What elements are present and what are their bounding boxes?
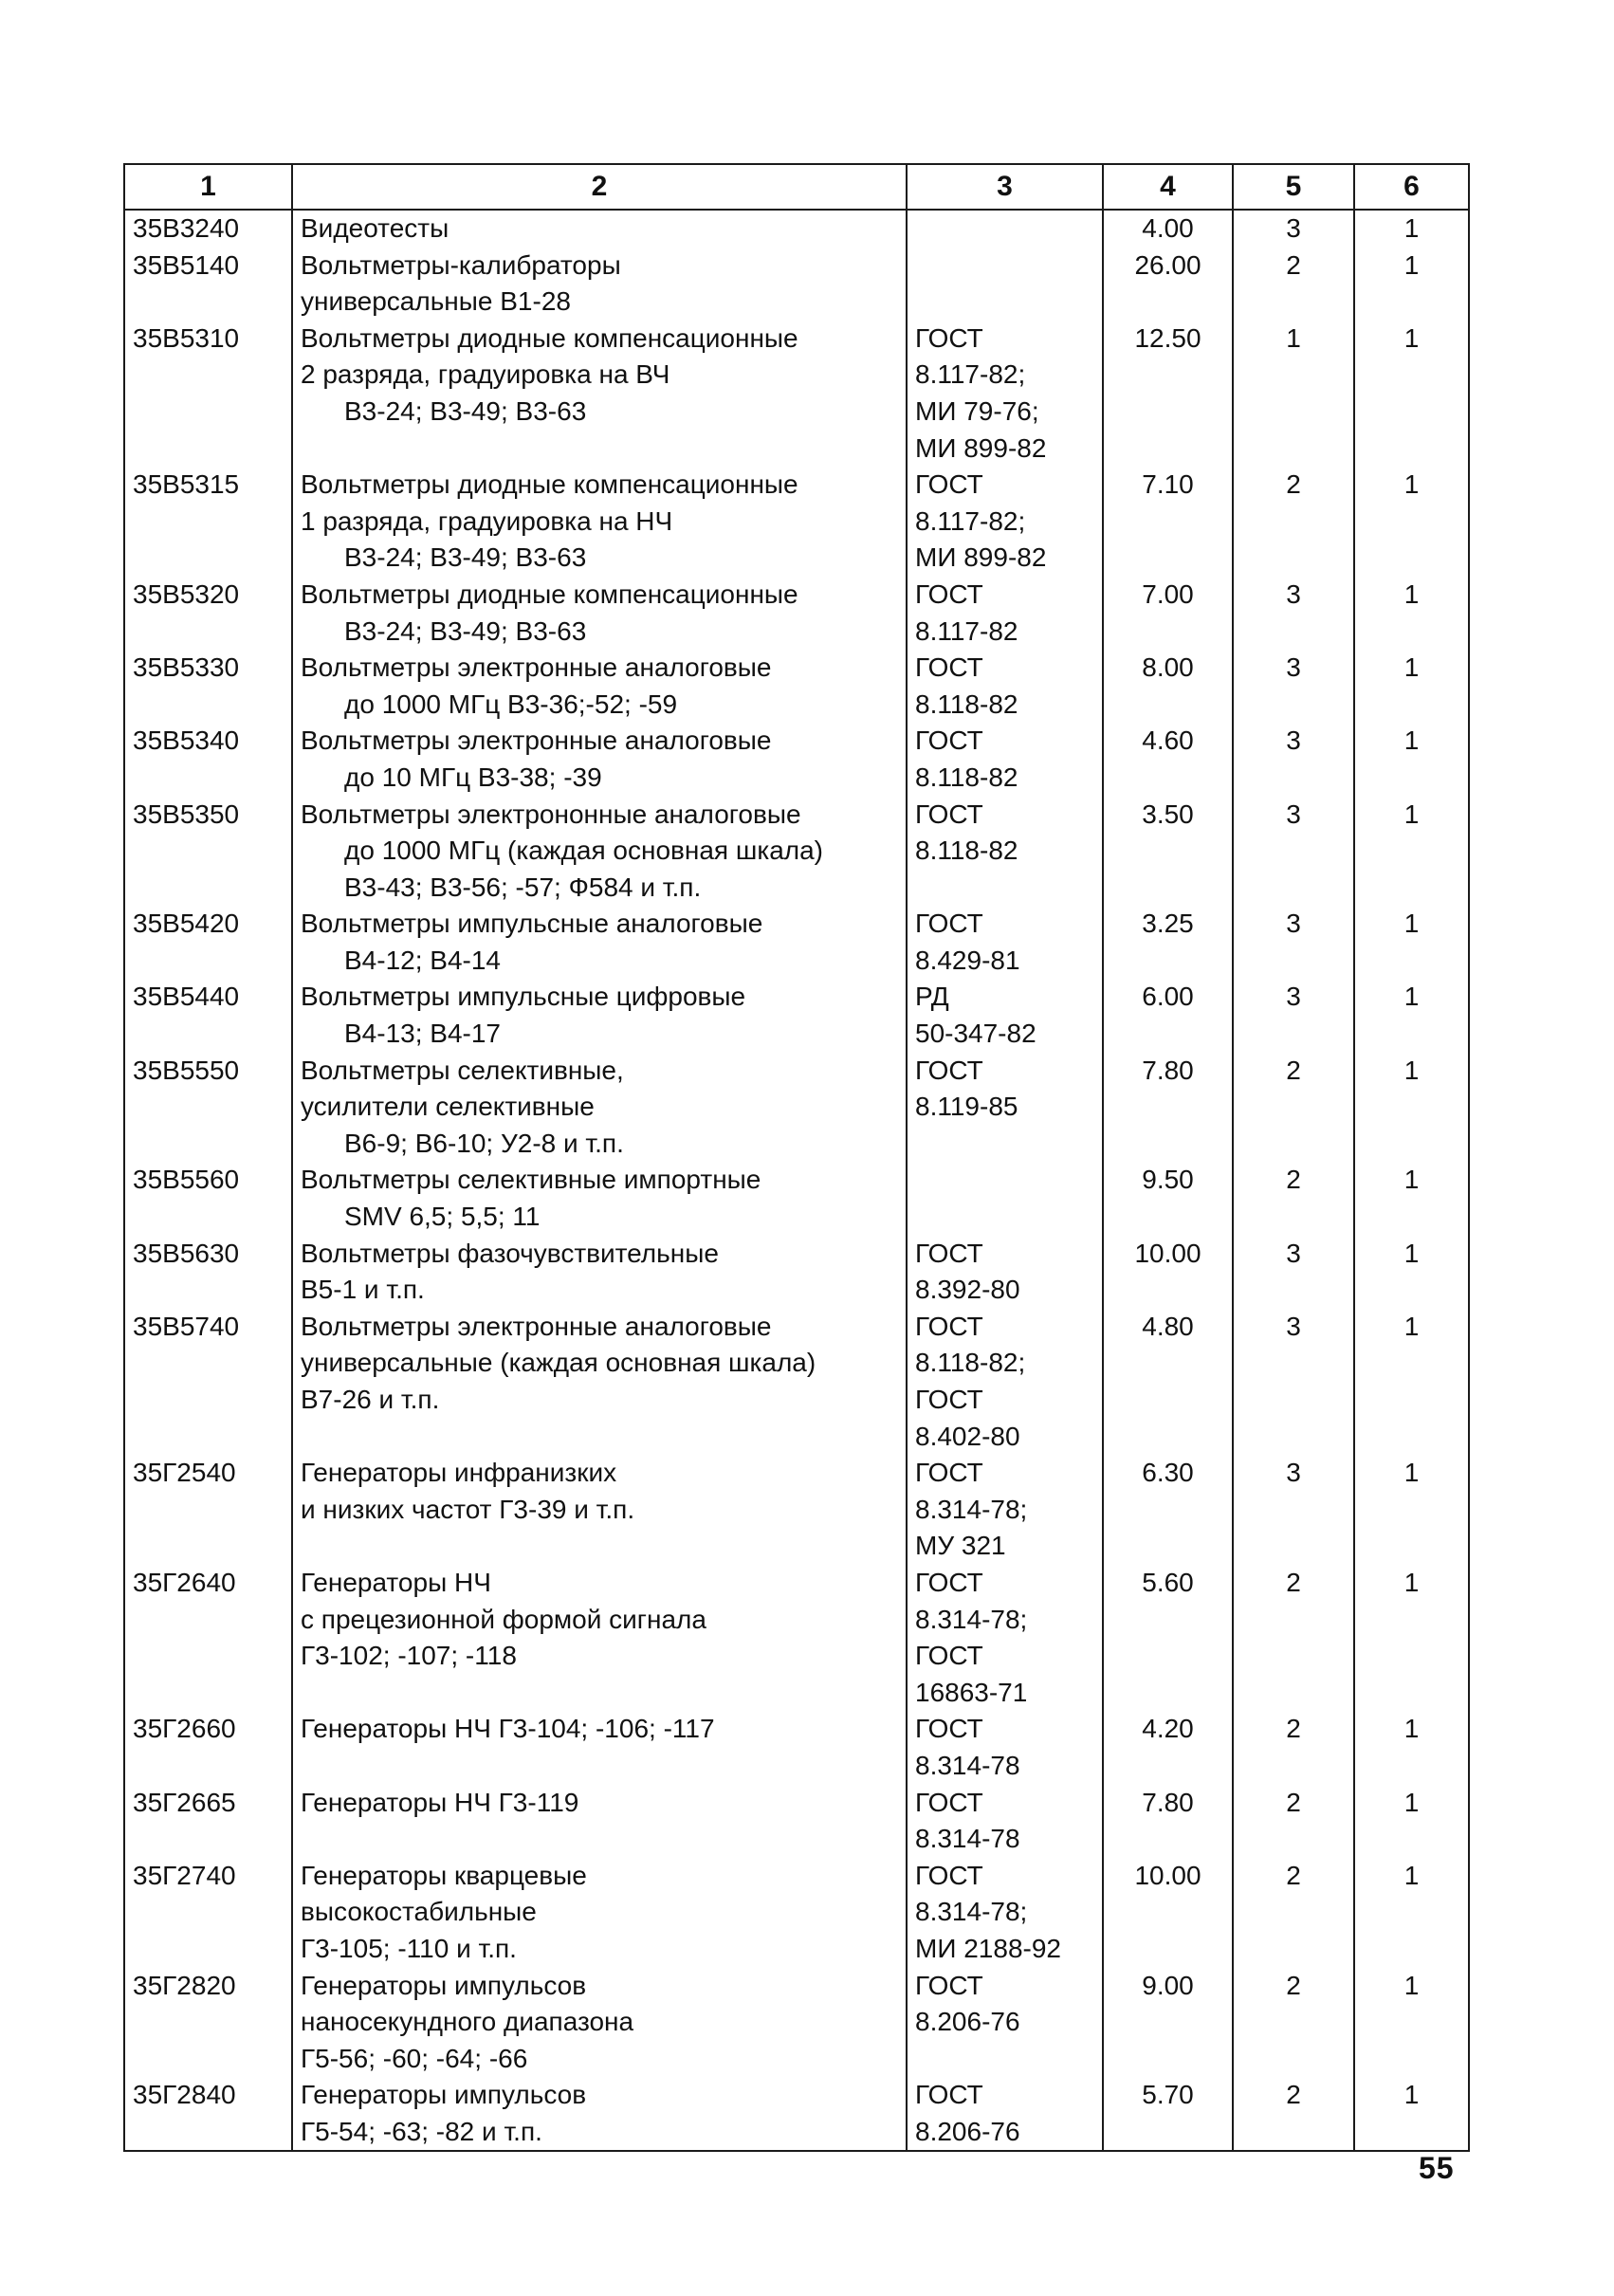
item-col5: 2 (1233, 467, 1354, 577)
normative-document-line: 8.402-80 (915, 1421, 1020, 1451)
item-name-line: до 1000 МГц (каждая основная шкала) (344, 836, 823, 866)
item-col5: 2 (1233, 1785, 1354, 1858)
item-value: 26.00 (1103, 248, 1233, 321)
item-name-line: наносекундного диапазона (301, 2007, 634, 2037)
item-code: 35Г2640 (124, 1565, 292, 1711)
item-code: 35В5740 (124, 1309, 292, 1455)
item-name (292, 1455, 907, 1565)
item-name (292, 467, 907, 577)
item-name-line: Г5-54; -63; -82 и т.п. (301, 2116, 542, 2146)
normative-document-line: ГОСТ (915, 1714, 983, 1744)
item-name-line: В3-24; В3-49; В3-63 (344, 615, 587, 646)
item-name (292, 650, 907, 723)
normative-document-line: МИ 79-76; (915, 395, 1039, 426)
item-name-line: до 1000 МГц В3-36;-52; -59 (344, 689, 678, 719)
normative-document-line: 8.118-82 (915, 836, 1018, 866)
item-name-line: и низких частот Г3-39 и т.п. (301, 1494, 635, 1524)
item-name-line: Вольтметры селективные импортные (301, 1165, 761, 1195)
table-row (124, 979, 1469, 1052)
item-name (292, 248, 907, 321)
item-code: 35В5315 (124, 467, 292, 577)
item-col6: 1 (1354, 1162, 1469, 1235)
item-name (292, 321, 907, 467)
item-name-line: Генераторы импульсов (301, 2080, 587, 2110)
normative-document-line: 8.118-82 (915, 762, 1018, 792)
normative-document-line: 8.118-82 (915, 689, 1018, 719)
normative-document-line: 8.314-78 (915, 1750, 1020, 1780)
item-name-line: Вольтметры фазочувствительные (301, 1238, 719, 1268)
normative-document-line: 8.118-82; (915, 1348, 1026, 1378)
table-row (124, 1053, 1469, 1163)
item-code: 35В5320 (124, 577, 292, 650)
normative-document-line: ГОСТ (915, 1311, 983, 1341)
normative-document-line: 8.119-85 (915, 1092, 1018, 1122)
item-code: 35Г2840 (124, 2077, 292, 2151)
item-name-line: Г3-102; -107; -118 (301, 1641, 517, 1671)
normative-document-line: РД (915, 982, 949, 1012)
item-col5: 3 (1233, 577, 1354, 650)
item-name (292, 723, 907, 796)
item-value: 9.50 (1103, 1162, 1233, 1235)
item-col6: 1 (1354, 321, 1469, 467)
normative-document-line: 8.314-78; (915, 1897, 1028, 1927)
normative-document (907, 2077, 1103, 2151)
item-value: 4.20 (1103, 1711, 1233, 1784)
item-col6: 1 (1354, 650, 1469, 723)
item-col5: 3 (1233, 210, 1354, 248)
item-col6: 1 (1354, 1236, 1469, 1309)
item-col5: 3 (1233, 797, 1354, 907)
normative-document (907, 467, 1103, 577)
item-col6: 1 (1354, 1711, 1469, 1784)
column-header-2: 2 (292, 164, 907, 210)
normative-document-line: ГОСТ (915, 322, 983, 353)
item-name-line: В3-24; В3-49; В3-63 (344, 542, 587, 573)
normative-document-line: МИ 899-82 (915, 542, 1047, 573)
normative-document (907, 577, 1103, 650)
item-col5: 3 (1233, 906, 1354, 979)
item-code: 35В5550 (124, 1053, 292, 1163)
item-name-line: Вольтметры электронные аналоговые (301, 652, 772, 683)
item-col6: 1 (1354, 979, 1469, 1052)
item-name-line: Генераторы инфранизких (301, 1458, 617, 1488)
normative-document (907, 248, 1103, 321)
item-name-line: Г5-56; -60; -64; -66 (301, 2043, 528, 2073)
item-value: 7.10 (1103, 467, 1233, 577)
item-name-line: Г3-105; -110 и т.п. (301, 1933, 517, 1963)
price-table (123, 163, 1470, 2152)
normative-document-line: ГОСТ (915, 1238, 983, 1268)
table-row (124, 1858, 1469, 1968)
item-value: 8.00 (1103, 650, 1233, 723)
document-page (123, 163, 1468, 2152)
normative-document-line: МИ 899-82 (915, 432, 1047, 463)
item-col5: 2 (1233, 1968, 1354, 2078)
item-name-line: Вольтметры электронные аналоговые (301, 726, 772, 756)
normative-document (907, 1565, 1103, 1711)
item-value: 10.00 (1103, 1858, 1233, 1968)
table-row (124, 650, 1469, 723)
normative-document (907, 906, 1103, 979)
table-row (124, 577, 1469, 650)
table-row (124, 723, 1469, 796)
table-row (124, 906, 1469, 979)
item-name-line: Генераторы НЧ Г3-119 (301, 1787, 579, 1817)
normative-document-line: ГОСТ (915, 652, 983, 683)
item-col6: 1 (1354, 1455, 1469, 1565)
normative-document-line: ГОСТ (915, 726, 983, 756)
item-name-line: Видеотесты (301, 213, 449, 243)
normative-document (907, 1309, 1103, 1455)
normative-document-line: 8.314-78 (915, 1824, 1020, 1854)
normative-document (907, 650, 1103, 723)
normative-document-line: ГОСТ (915, 1970, 983, 2000)
item-name-line: Вольтметры электрононные аналоговые (301, 799, 801, 829)
normative-document (907, 1455, 1103, 1565)
item-name-line: Генераторы кварцевые (301, 1860, 587, 1890)
normative-document-line: ГОСТ (915, 1458, 983, 1488)
header-row (124, 164, 1469, 210)
normative-document-line: ГОСТ (915, 1055, 983, 1085)
item-value: 5.70 (1103, 2077, 1233, 2151)
normative-document-line: 8.314-78; (915, 1494, 1028, 1524)
item-name (292, 1565, 907, 1711)
column-header-1: 1 (124, 164, 292, 210)
normative-document-line: 8.314-78; (915, 1604, 1028, 1634)
item-name (292, 210, 907, 248)
item-col5: 2 (1233, 1053, 1354, 1163)
item-code: 35Г2665 (124, 1785, 292, 1858)
item-code: 35В5420 (124, 906, 292, 979)
column-header-5: 5 (1233, 164, 1354, 210)
item-name (292, 1309, 907, 1455)
item-code: 35Г2660 (124, 1711, 292, 1784)
normative-document-line: ГОСТ (915, 1787, 983, 1817)
item-col6: 1 (1354, 577, 1469, 650)
item-value: 6.30 (1103, 1455, 1233, 1565)
item-code: 35В5310 (124, 321, 292, 467)
item-col6: 1 (1354, 248, 1469, 321)
normative-document (907, 1785, 1103, 1858)
item-name-line: В6-9; В6-10; У2-8 и т.п. (344, 1128, 624, 1158)
table-row (124, 1968, 1469, 2078)
normative-document-line: ГОСТ (915, 1641, 983, 1671)
normative-document-line: ГОСТ (915, 799, 983, 829)
item-code: 35В5630 (124, 1236, 292, 1309)
normative-document (907, 979, 1103, 1052)
item-col5: 3 (1233, 979, 1354, 1052)
item-value: 10.00 (1103, 1236, 1233, 1309)
item-name-line: Генераторы импульсов (301, 1970, 587, 2000)
item-name-line: с прецезионной формой сигнала (301, 1604, 706, 1634)
item-col6: 1 (1354, 1968, 1469, 2078)
item-name-line: усилители селективные (301, 1092, 595, 1122)
normative-document-line: 8.117-82; (915, 505, 1026, 536)
item-name-line: Вольтметры-калибраторы (301, 249, 621, 280)
item-col6: 1 (1354, 1053, 1469, 1163)
item-name (292, 1053, 907, 1163)
item-name (292, 906, 907, 979)
normative-document-line: 8.117-82 (915, 615, 1018, 646)
normative-document (907, 1053, 1103, 1163)
normative-document (907, 723, 1103, 796)
item-code: 35В5330 (124, 650, 292, 723)
normative-document (907, 210, 1103, 248)
item-value: 7.00 (1103, 577, 1233, 650)
normative-document (907, 1968, 1103, 2078)
item-col5: 3 (1233, 1455, 1354, 1565)
item-code: 35Г2820 (124, 1968, 292, 2078)
item-value: 4.60 (1103, 723, 1233, 796)
table-row (124, 321, 1469, 467)
table-row (124, 1785, 1469, 1858)
item-col6: 1 (1354, 906, 1469, 979)
table-row (124, 1455, 1469, 1565)
table-body (124, 210, 1469, 2151)
item-name-line: 1 разряда, градуировка на НЧ (301, 505, 673, 536)
normative-document (907, 1162, 1103, 1235)
item-col5: 2 (1233, 1711, 1354, 1784)
item-name (292, 1711, 907, 1784)
normative-document-line: ГОСТ (915, 1567, 983, 1597)
column-header-4: 4 (1103, 164, 1233, 210)
item-col6: 1 (1354, 723, 1469, 796)
item-col5: 2 (1233, 1565, 1354, 1711)
item-name (292, 797, 907, 907)
normative-document-line: 8.429-81 (915, 945, 1020, 975)
item-col5: 3 (1233, 650, 1354, 723)
item-name (292, 2077, 907, 2151)
item-col6: 1 (1354, 210, 1469, 248)
item-value: 7.80 (1103, 1053, 1233, 1163)
column-header-3: 3 (907, 164, 1103, 210)
item-name (292, 1968, 907, 2078)
item-value: 4.80 (1103, 1309, 1233, 1455)
table-row (124, 1236, 1469, 1309)
item-name-line: В4-12; В4-14 (344, 945, 501, 975)
item-code: 35В5440 (124, 979, 292, 1052)
item-col5: 2 (1233, 1858, 1354, 1968)
table-row (124, 467, 1469, 577)
item-value: 6.00 (1103, 979, 1233, 1052)
item-value: 3.50 (1103, 797, 1233, 907)
table-row (124, 1162, 1469, 1235)
item-code: 35Г2740 (124, 1858, 292, 1968)
item-name-line: Вольтметры селективные, (301, 1055, 624, 1085)
item-col6: 1 (1354, 2077, 1469, 2151)
table-row (124, 2077, 1469, 2151)
page-number: 55 (1419, 2151, 1455, 2185)
normative-document-line: ГОСТ (915, 579, 983, 609)
normative-document (907, 797, 1103, 907)
normative-document-line: 8.117-82; (915, 359, 1026, 390)
item-name-line: В7-26 и т.п. (301, 1385, 440, 1414)
table-row (124, 210, 1469, 248)
item-name (292, 1162, 907, 1235)
item-name-line: В3-43; В3-56; -57; Ф584 и т.п. (344, 872, 702, 902)
item-name-line: В4-13; В4-17 (344, 1019, 501, 1049)
normative-document-line: ГОСТ (915, 1860, 983, 1890)
item-name-line: 2 разряда, градуировка на ВЧ (301, 359, 670, 390)
item-col5: 1 (1233, 321, 1354, 467)
normative-document-line: ГОСТ (915, 909, 983, 939)
item-col6: 1 (1354, 1785, 1469, 1858)
item-name-line: В3-24; В3-49; В3-63 (344, 395, 587, 426)
item-name-line: В5-1 и т.п. (301, 1275, 425, 1305)
item-code: 35Г2540 (124, 1455, 292, 1565)
item-col5: 2 (1233, 248, 1354, 321)
item-code: 35В5350 (124, 797, 292, 907)
normative-document-line: ГОСТ (915, 469, 983, 500)
table-row (124, 1309, 1469, 1455)
item-name-line: Генераторы НЧ (301, 1567, 491, 1597)
item-name-line: Вольтметры электронные аналоговые (301, 1311, 772, 1341)
item-name (292, 577, 907, 650)
normative-document (907, 1236, 1103, 1309)
item-name-line: универсальные (каждая основная шкала) (301, 1348, 816, 1378)
item-value: 3.25 (1103, 906, 1233, 979)
item-name (292, 1236, 907, 1309)
table-row (124, 248, 1469, 321)
item-name-line: SMV 6,5; 5,5; 11 (344, 1202, 541, 1232)
item-col6: 1 (1354, 1858, 1469, 1968)
item-name (292, 979, 907, 1052)
normative-document-line: 50-347-82 (915, 1019, 1036, 1049)
normative-document-line: 8.392-80 (915, 1275, 1020, 1305)
normative-document-line: 8.206-76 (915, 2116, 1020, 2146)
item-col6: 1 (1354, 797, 1469, 907)
table-row (124, 1565, 1469, 1711)
item-name-line: Вольтметры импульсные цифровые (301, 982, 746, 1012)
item-col5: 3 (1233, 1309, 1354, 1455)
item-value: 5.60 (1103, 1565, 1233, 1711)
normative-document-line: МУ 321 (915, 1531, 1006, 1561)
item-value: 7.80 (1103, 1785, 1233, 1858)
normative-document (907, 321, 1103, 467)
item-name-line: до 10 МГц В3-38; -39 (344, 762, 602, 792)
item-col5: 3 (1233, 723, 1354, 796)
table-row (124, 1711, 1469, 1784)
table-row (124, 797, 1469, 907)
normative-document (907, 1711, 1103, 1784)
normative-document (907, 1858, 1103, 1968)
column-header-6: 6 (1354, 164, 1469, 210)
item-name-line: Вольтметры диодные компенсационные (301, 322, 798, 353)
item-col6: 1 (1354, 467, 1469, 577)
normative-document-line: 16863-71 (915, 1677, 1028, 1707)
normative-document-line: МИ 2188-92 (915, 1933, 1061, 1963)
normative-document-line: 8.206-76 (915, 2007, 1020, 2037)
normative-document-line: ГОСТ (915, 2080, 983, 2110)
item-name-line: универсальные В1-28 (301, 286, 571, 317)
item-col6: 1 (1354, 1309, 1469, 1455)
item-code: 35В3240 (124, 210, 292, 248)
item-col5: 2 (1233, 2077, 1354, 2151)
item-value: 9.00 (1103, 1968, 1233, 2078)
item-name-line: Генераторы НЧ Г3-104; -106; -117 (301, 1714, 715, 1744)
item-name-line: Вольтметры импульсные аналоговые (301, 909, 763, 939)
item-name-line: Вольтметры диодные компенсационные (301, 579, 798, 609)
item-code: 35В5140 (124, 248, 292, 321)
item-name (292, 1858, 907, 1968)
item-col5: 3 (1233, 1236, 1354, 1309)
item-code: 35В5340 (124, 723, 292, 796)
item-name-line: высокостабильные (301, 1897, 537, 1927)
item-code: 35В5560 (124, 1162, 292, 1235)
normative-document-line: ГОСТ (915, 1385, 983, 1414)
item-name-line: Вольтметры диодные компенсационные (301, 469, 798, 500)
item-value: 4.00 (1103, 210, 1233, 248)
item-value: 12.50 (1103, 321, 1233, 467)
item-col5: 2 (1233, 1162, 1354, 1235)
item-col6: 1 (1354, 1565, 1469, 1711)
item-name (292, 1785, 907, 1858)
